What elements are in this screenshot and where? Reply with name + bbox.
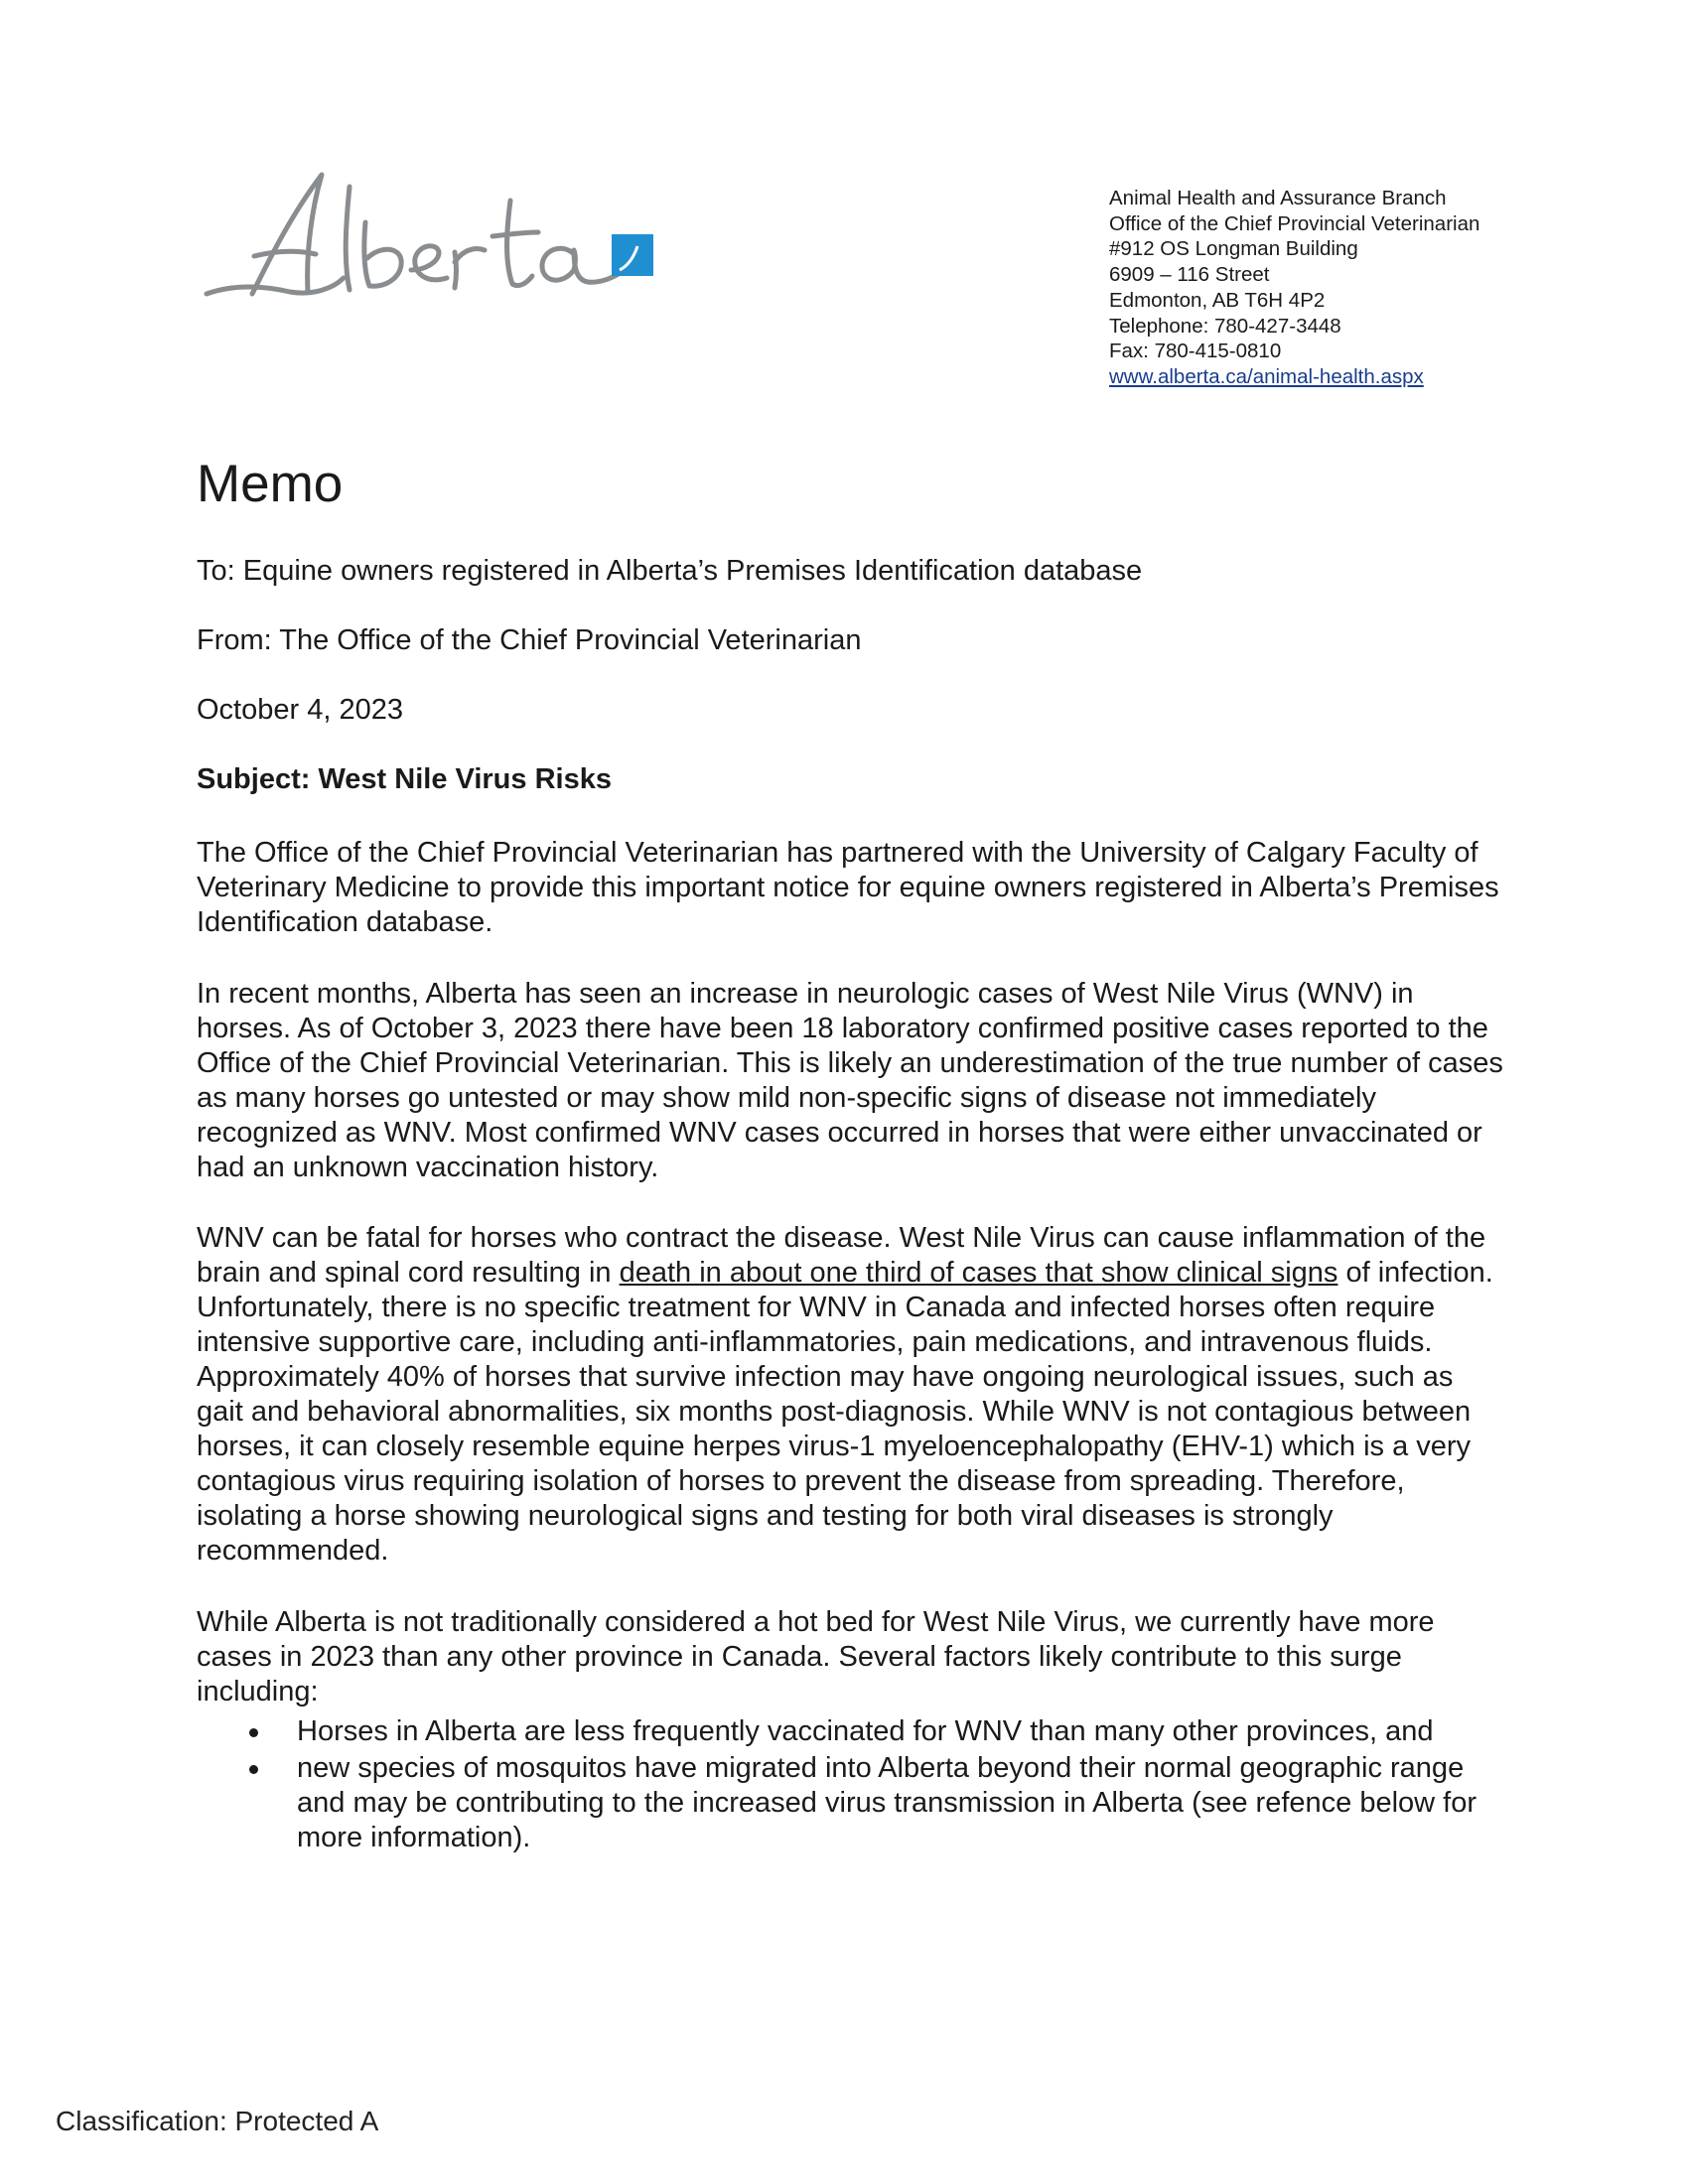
address-line: 6909 – 116 Street bbox=[1109, 263, 1270, 287]
factor-list bbox=[197, 1714, 1507, 1857]
bullet-icon bbox=[249, 1728, 258, 1737]
paragraph-fatality bbox=[197, 1221, 1507, 1569]
address-line: #912 OS Longman Building bbox=[1109, 237, 1358, 261]
memo-from: From: The Office of the Chief Provincial Veterinarian bbox=[197, 624, 862, 656]
bullet-icon bbox=[249, 1765, 258, 1774]
clinical-signs-link[interactable]: death in about one third of cases that show clinical signs bbox=[619, 1257, 1338, 1289]
alberta-logo bbox=[195, 167, 661, 326]
memo-title: Memo bbox=[197, 455, 344, 513]
telephone: Telephone: 780-427-3448 bbox=[1109, 314, 1341, 338]
address-line: Edmonton, AB T6H 4P2 bbox=[1109, 288, 1326, 312]
classification-label: Classification: Protected A bbox=[56, 2106, 379, 2136]
list-item-text: Horses in Alberta are less frequently vaccinated for WNV than many other provinces, and bbox=[297, 1715, 1434, 1747]
paragraph-text: WNV can be fatal for horses who contract the disease. West Nile Virus can cause inflammation of the brain and spinal cord resulting in bbox=[197, 1222, 1486, 1289]
list-item-text: new species of mosquitos have migrated into Alberta beyond their normal geographic range and may be contributing to the increased virus transmission in Alberta (see refence below for more information). bbox=[297, 1752, 1477, 1853]
branch-address-block bbox=[1109, 186, 1479, 390]
website-link[interactable]: www.alberta.ca/animal-health.aspx bbox=[1109, 364, 1424, 388]
address-line: Office of the Chief Provincial Veterinarian bbox=[1109, 211, 1480, 235]
list-item bbox=[197, 1751, 1507, 1855]
memo-subject: Subject: West Nile Virus Risks bbox=[197, 763, 612, 795]
address-line: Animal Health and Assurance Branch bbox=[1109, 187, 1447, 209]
list-item bbox=[197, 1714, 1507, 1749]
fax: Fax: 780-415-0810 bbox=[1109, 340, 1282, 363]
paragraph-text: of infection. Unfortunately, there is no specific treatment for WNV in Canada and infected horses often require intensive supportive care, including anti-inflammatories, pain medications, and intravenous fluids. Approximately 40% of horses that survive infection may have ongoing neurological issues, such as gait and behavioral abnormalities, six months post-diagnosis. While WNV is not contagious between horses, it can closely resemble equine herpes virus-1 myeloencephalopathy (EHV-1) which is a very contagious virus requiring isolation of horses to prevent the disease from spreading. Therefore, isolating a horse showing neurological signs and testing for both viral diseases is strongly recommended. bbox=[197, 1257, 1493, 1567]
paragraph-intro: The Office of the Chief Provincial Veterinarian has partnered with the University of Calgary Faculty of Veterinary Medicine to provide this important notice for equine owners registered in Alberta’s Premises Identification database. bbox=[197, 837, 1499, 938]
memo-to: To: Equine owners registered in Alberta’s Premises Identification database bbox=[197, 555, 1143, 587]
paragraph-cases: In recent months, Alberta has seen an increase in neurologic cases of West Nile Virus (WNV) in horses. As of October 3, 2023 there have been 18 laboratory confirmed positive cases reported to the Office of the Chief Provincial Veterinarian. This is likely an underestimation of the true number of cases as many horses go untested or may show mild non-specific signs of disease not immediately recognized as WNV. Most confirmed WNV cases occurred in horses that were either unvaccinated or had an unknown vaccination history. bbox=[197, 978, 1503, 1183]
paragraph-surge: While Alberta is not traditionally considered a hot bed for West Nile Virus, we currently have more cases in 2023 than any other province in Canada. Several factors likely contribute to this surge including: bbox=[197, 1606, 1435, 1707]
memo-date: October 4, 2023 bbox=[197, 694, 403, 726]
